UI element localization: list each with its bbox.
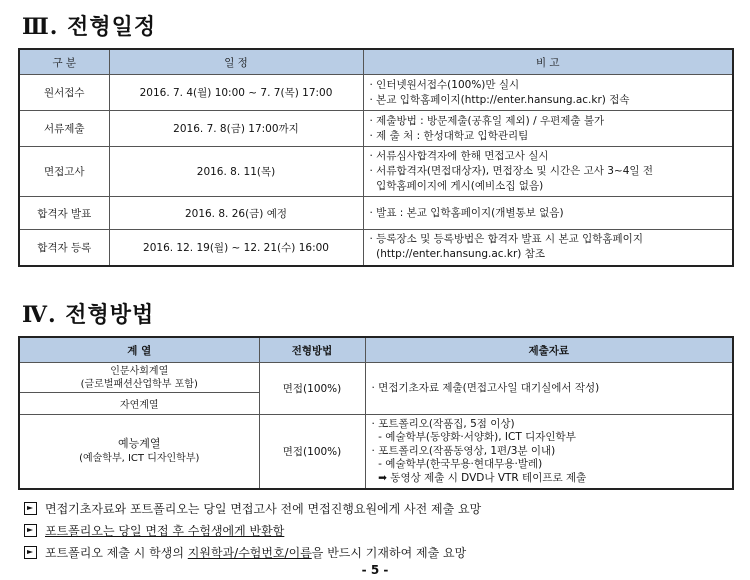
note-1 <box>24 500 481 517</box>
note-2 <box>24 522 284 539</box>
header-materials: 제출자료 <box>365 337 733 363</box>
row-date: 2016. 7. 4(월) 10:00 ~ 7. 7(목) 17:00 <box>109 75 363 111</box>
field-arts <box>19 415 259 489</box>
row-category: 서류제출 <box>19 111 109 147</box>
row-date: 2016. 7. 8(금) 17:00까지 <box>109 111 363 147</box>
material-line: · 포트폴리오(작품동영상, 1편/3분 이내) <box>371 444 556 457</box>
note-line: 입학홈페이지에 게시(예비소집 없음) <box>369 180 544 192</box>
table-row <box>19 363 733 393</box>
method-cell: 면접(100%) <box>259 363 365 415</box>
row-category: 면접고사 <box>19 147 109 197</box>
row-category: 원서접수 <box>19 75 109 111</box>
field-science: 자연계열 <box>19 393 259 415</box>
note-line: (http://enter.hansung.ac.kr) 참조 <box>369 248 546 261</box>
materials-cell: · 면접기초자료 제출(면접고사일 대기실에서 작성) <box>365 363 733 415</box>
field-label: 인문사회계열 <box>110 365 169 377</box>
field-sublabel: (글로벌패션산업학부 포함) <box>80 378 198 390</box>
section4-title: Ⅳ. 전형방법 <box>22 302 155 328</box>
row-notes <box>363 230 733 266</box>
table-row <box>19 230 733 266</box>
field-sublabel: (예술학부, ICT 디자인학부) <box>79 453 200 465</box>
note-text: 을 반드시 기재하여 제출 요망 <box>311 546 467 560</box>
table-header-row <box>19 49 733 75</box>
table-row <box>19 147 733 197</box>
row-notes <box>363 111 733 147</box>
note-line: · 제 출 처 : 한성대학교 입학관리팀 <box>369 129 529 142</box>
header-category: 구 분 <box>19 49 109 75</box>
note-text: 포트폴리오는 당일 면접 후 수험생에게 반환함 <box>45 524 285 538</box>
arrow-box-icon <box>24 502 37 515</box>
table-row <box>19 197 733 230</box>
header-field: 계 열 <box>19 337 259 363</box>
note-line: · 서류합격자(면접대상자), 면접장소 및 시간은 고사 3~4일 전 <box>369 165 654 177</box>
row-notes <box>363 75 733 111</box>
schedule-table <box>18 48 734 267</box>
table-header-row <box>19 337 733 363</box>
table-row <box>19 75 733 111</box>
arrow-box-icon <box>24 524 37 537</box>
method-table <box>18 336 734 490</box>
table-row <box>19 415 733 489</box>
header-notes: 비 고 <box>363 49 733 75</box>
material-line: - 예술학부(한국무용·현대무용·발레) <box>371 458 543 470</box>
note-3 <box>24 544 466 561</box>
note-text: 포트폴리오 제출 시 학생의 <box>45 546 188 560</box>
arrow-box-icon <box>24 546 37 559</box>
row-notes <box>363 197 733 230</box>
page-number: - 5 - <box>361 563 389 577</box>
row-category: 합격자 발표 <box>19 197 109 230</box>
note-line: · 등록장소 및 등록방법은 합격자 발표 시 본교 입학홈페이지 <box>369 233 643 246</box>
note-line: · 인터넷원서접수(100%)만 실시 <box>369 78 520 91</box>
row-date: 2016. 8. 26(금) 예정 <box>109 197 363 230</box>
row-notes <box>363 147 733 197</box>
table-row <box>19 111 733 147</box>
header-date: 일 정 <box>109 49 363 75</box>
materials-cell <box>365 415 733 489</box>
field-label: 예능계열 <box>117 437 161 451</box>
note-text: 면접기초자료와 포트폴리오는 당일 면접고사 전에 면접진행요원에게 사전 제출 요망 <box>45 502 482 516</box>
row-category: 합격자 등록 <box>19 230 109 266</box>
header-method: 전형방법 <box>259 337 365 363</box>
note-line: · 발표 : 본교 입학홈페이지(개별통보 없음) <box>369 206 564 219</box>
field-humanities <box>19 363 259 393</box>
material-line: - 예술학부(동양화·서양화), ICT 디자인학부 <box>371 431 576 443</box>
material-line: ➡ 동영상 제출 시 DVD나 VTR 테이프로 제출 <box>371 471 587 484</box>
row-date: 2016. 12. 19(월) ~ 12. 21(수) 16:00 <box>109 230 363 266</box>
note-underlined-text: 지원학과/수험번호/이름 <box>187 546 312 560</box>
row-date: 2016. 8. 11(목) <box>109 147 363 197</box>
section3-title: Ⅲ. 전형일정 <box>22 14 157 40</box>
note-line: · 본교 입학홈페이지(http://enter.hansung.ac.kr) 접속 <box>369 93 630 106</box>
material-line: · 포트폴리오(작품집, 5점 이상) <box>371 417 515 430</box>
note-line: · 제출방법 : 방문제출(공휴일 제외) / 우편제출 불가 <box>369 114 605 127</box>
method-cell: 면접(100%) <box>259 415 365 489</box>
note-line: · 서류심사합격자에 한해 면접고사 실시 <box>369 150 549 162</box>
